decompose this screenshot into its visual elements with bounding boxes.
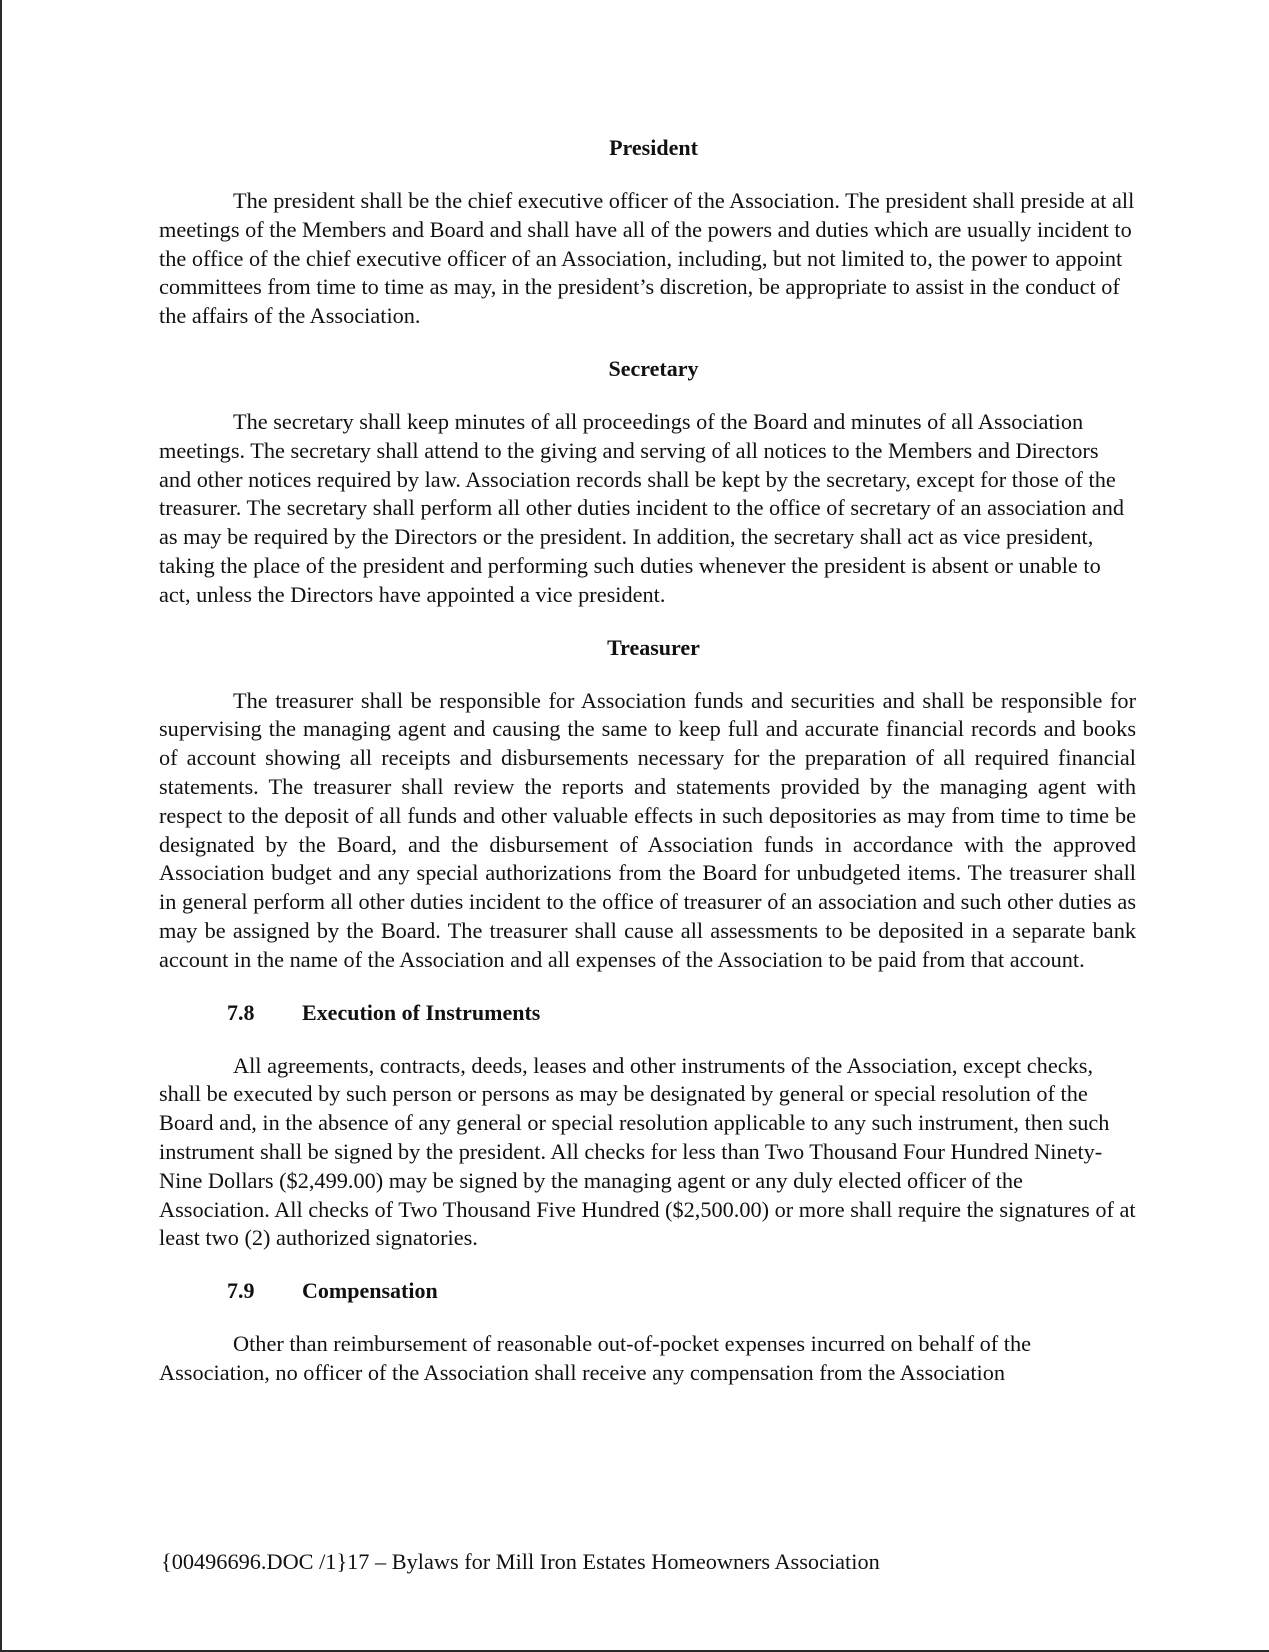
secretary-paragraph: The secretary shall keep minutes of all proceedings of the Board and minutes of all Association meetings. The secretary shall attend to the giving and serving of all notices to the Members and Directors and other notices required by law. Association records shall be kept by the secretary, except for those of the treasurer. The secretary shall perform all other duties incident to the office of secretary of an association and as may be required by the Directors or the president. In addition, the secretary shall act as vice president, taking the place of the president and performing such duties whenever the president is absent or unable to act, unless the Directors have appointed a vice president. [159,408,1124,607]
president-paragraph: The president shall be the chief executive officer of the Association. The president shall preside at all meetings of the Members and Board and shall have all of the powers and duties which are usually incident to the office of the chief executive officer of an Association, including, but not limited to, the power to appoint committees from time to time as may, in the president’s discretion, be appropriate to assist in the conduct of the affairs of the Association. [159,188,1135,329]
treasurer-paragraph: The treasurer shall be responsible for Association funds and securities and shall be responsible for supervising the managing agent and causing the same to keep full and accurate financial records and books of account showing all receipts and disbursements necessary for the preparation of all required financial statements. The treasurer shall review the reports and statements provided by the managing agent with respect to the deposit of all funds and other valuable effects in such depositories as may from time to time be designated by the Board, and the disbursement of Association funds in accordance with the approved Association budget and any special authorizations from the Board for unbudgeted items. The treasurer shall in general perform all other duties incident to the office of treasurer of an association and such other duties as may be assigned by the Board. The treasurer shall cause all assessments to be deposited in a separate bank account in the name of the Association and all expenses of the Association to be paid from that account. [159,687,1136,972]
compensation-paragraph: Other than reimbursement of reasonable out-of-pocket expenses incurred on behalf of the Association, no officer of the Association shall receive any compensation from the Association [159,1331,1032,1385]
execution-heading [159,998,1136,1027]
scan-edge-left [0,0,2,1652]
execution-paragraph: All agreements, contracts, deeds, leases and other instruments of the Association, except checks, shall be executed by such person or persons as may be designated by general or special resolution of the Board and, in the absence of any general or special resolution applicable to any such instrument, then such instrument shall be signed by the president. All checks for less than Two Thousand Four Hundred Ninety-Nine Dollars ($2,499.00) may be signed by the managing agent or any duly elected officer of the Association. All checks of Two Thousand Five Hundred ($2,500.00) or more shall require the signatures of at least two (2) authorized signatories. [159,1052,1136,1251]
execution-section-number: 7.8 [227,999,255,1025]
document-page [159,133,1136,1388]
compensation-section-title: Compensation [302,1278,438,1304]
page-footer: {00496696.DOC /1}17 – Bylaws for Mill Iron Estates Homeowners Association [161,1549,880,1574]
secretary-heading: Secretary [608,355,699,381]
president-heading: President [609,135,698,160]
treasurer-heading: Treasurer [607,634,700,660]
compensation-heading [159,1276,1136,1305]
execution-section-title: Execution of Instruments [302,999,541,1025]
compensation-section-number: 7.9 [227,1278,255,1304]
